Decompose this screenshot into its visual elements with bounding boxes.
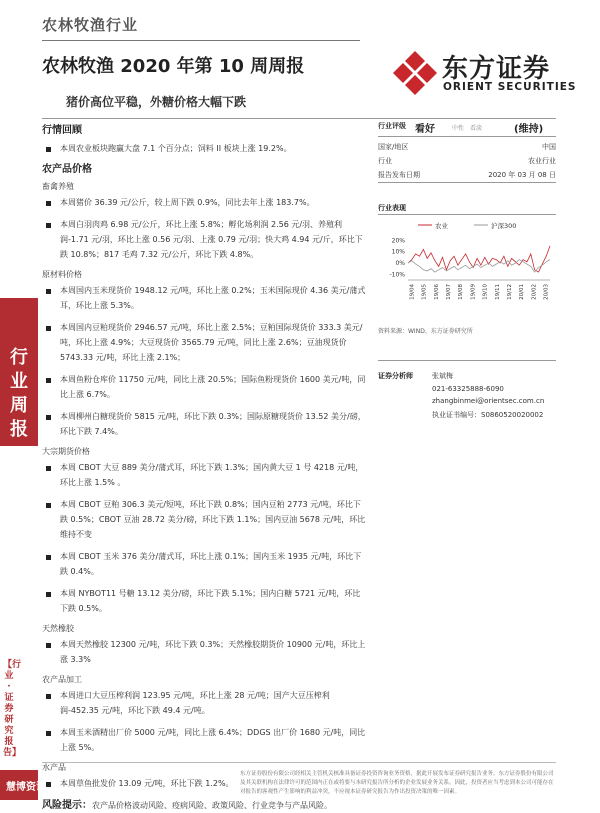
price-bullet [42, 283, 367, 313]
price-bullet-text: 本周 CBOT 大豆 889 美分/蒲式耳，环比下跌 1.3%；国内黄大豆 1 号 4218 元/吨，环比上涨 1.5% 。 [60, 463, 364, 487]
brand-name-en: ORIENT SECURITIES [443, 81, 577, 93]
analyst-label: 证券分析师 [378, 372, 413, 380]
legend-label: 农业 [435, 222, 448, 230]
price-bullet-text: 本周草鱼批发价 13.09 元/吨，环比下跌 1.2%。 [60, 779, 234, 788]
price-bullet [42, 372, 367, 402]
analyst-name: 张斌梅 [432, 372, 453, 380]
bullet-icon [46, 326, 51, 331]
info-key: 行业 [378, 157, 392, 165]
price-bullet-text: 本周国内豆粕现货价 2946.57 元/吨，环比上涨 2.5%；豆粕国际现货价 333.3 美元/吨，环比上涨 4.9%；大豆现货价 3565.79 元/吨，同比上涨 2.6%；豆油现货价 5743.33 元/吨，环比上涨 2.1%； [60, 323, 363, 362]
price-bullet-text: 本周柳州白糖现货价 5815 元/吨，环比下跌 0.3%；国际原糖现货价 13.52 美分/磅，环比下跌 7.4%。 [60, 412, 366, 436]
sidebar-label [0, 346, 38, 442]
bullet-icon [46, 466, 51, 471]
brand-name: 东方证券 [442, 54, 551, 84]
price-bullet [42, 217, 367, 262]
rating-option: 看淡 [470, 125, 483, 132]
x-tick-label: 19/09 [470, 284, 477, 300]
price-bullet [42, 460, 367, 490]
x-tick-label: 19/06 [433, 284, 440, 300]
y-tick-label: -10% [389, 271, 405, 279]
x-tick-label: 19/11 [494, 284, 501, 300]
analyst-email[interactable]: zhangbinmei@orientsec.com.cn [432, 397, 545, 405]
price-bullet [42, 549, 367, 579]
price-bullet [42, 195, 367, 210]
footer-rule [42, 762, 556, 763]
x-tick-label: 20/01 [519, 284, 526, 300]
report-title: 农林牧渔 2020 年第 10 周周报 [42, 56, 305, 77]
info-key: 国家/地区 [378, 143, 409, 151]
header-divider [42, 118, 556, 119]
x-tick-label: 19/05 [421, 284, 428, 300]
bullet-icon [46, 378, 51, 383]
brand-logo-icon [392, 50, 438, 96]
price-bullet [42, 320, 367, 365]
group-title: 大宗期货价格 [42, 447, 90, 456]
info-row [378, 156, 556, 166]
price-bullet-text: 本周玉米酒精出厂价 5000 元/吨，同比上涨 6.4%；DDGS 出厂价 1680 元/吨，同比上涨 5%。 [60, 728, 366, 752]
price-bullet [42, 409, 367, 439]
rating-options [452, 123, 488, 132]
rating-option: 中性 [452, 125, 465, 132]
group-title: 天然橡胶 [42, 624, 74, 633]
bullet-icon [46, 503, 51, 508]
x-tick-label: 20/03 [543, 284, 550, 300]
price-bullet-text: 本周国内玉米现货价 1948.12 元/吨，环比上涨 0.2%；玉米国际现价 4.36 美元/蒲式耳，环比上涨 5.3%。 [60, 286, 366, 310]
chart-source: 资料来源：WIND、东方证券研究所 [378, 328, 473, 335]
sidebar-bottom-label: 慧博资讯 [6, 782, 46, 793]
main-column [42, 124, 367, 813]
info-row [378, 142, 556, 152]
sector-title: 农林牧渔行业 [42, 16, 139, 34]
series-line [408, 246, 550, 272]
y-tick-label: 0% [395, 259, 405, 267]
rating-header: 行业评级 [378, 122, 406, 130]
x-tick-label: 19/04 [409, 284, 416, 300]
sidebar-char: 业 [10, 371, 28, 392]
x-tick-label: 19/12 [506, 284, 513, 300]
rating-rule [378, 136, 556, 137]
market-bullet-text: 本周农业板块跑赢大盘 7.1 个百分点；饲料 II 板块上涨 19.2%。 [60, 144, 292, 153]
x-tick-label: 20/02 [531, 284, 538, 300]
report-subtitle: 猪价高位平稳，外糖价格大幅下跌 [66, 95, 247, 109]
price-bullet-text: 本周猪价 36.39 元/公斤，较上周下跌 0.9%，同比去年上涨 183.7%。 [60, 198, 315, 207]
sidebar-char: 报 [10, 419, 28, 440]
sidebar-char: 周 [10, 395, 28, 416]
bullet-icon [46, 555, 51, 560]
chart-rule [378, 214, 556, 215]
group-title: 原材料价格 [42, 270, 82, 279]
bullet-icon [46, 223, 51, 228]
bullet-icon [46, 147, 51, 152]
group-title: 农产品加工 [42, 675, 82, 684]
info-value: 2020 年 03 月 08 日 [488, 171, 556, 179]
y-tick-label: 20% [391, 237, 405, 245]
bullet-icon [46, 415, 51, 420]
bullet-icon [46, 643, 51, 648]
group-title: 水产品 [42, 763, 66, 772]
source-rule [378, 360, 556, 361]
price-bullet [42, 725, 367, 755]
market-bullet [42, 141, 367, 156]
bullet-icon [46, 694, 51, 699]
risk-text: 农产品价格波动风险、疫病风险、政策风险、行业竞争与产品风险。 [92, 801, 332, 810]
rating-value: 看好 [415, 124, 435, 135]
price-bullet-text: 本周进口大豆压榨利润 123.95 元/吨，环比上涨 28 元/吨；国产大豆压榨利润-452.35 元/吨，环比下跌 49.4 元/吨。 [60, 691, 330, 715]
price-bullet [42, 497, 367, 542]
analyst-license: 执业证书编号：S0860520020002 [432, 411, 544, 419]
disclaimer: 东方证券股份有限公司经相关主管机关核准具备证券投资咨询业务资格，据此开展发布证券研究报告业务。东方证券股份有限公司及其关联机构在法律许可的范围内正在或将要与本研究报告所分析的企业发展业务关系。因此，投资者应当考虑到本公司可能存在对报告的客观性产生影响的利益冲突，不应视本证券研究报告为作出投资决策的唯一因素。 [240, 771, 554, 795]
performance-chart [378, 218, 556, 308]
analyst-phone: 021-63325888-6090 [432, 385, 504, 393]
info-value: 农业行业 [528, 157, 556, 165]
price-bullet-text: 本周白羽肉鸡 6.98 元/公斤，环比上涨 5.8%；孵化场利润 2.56 元/羽、养殖利润-1.71 元/羽，环比上涨 0.56 元/羽、上涨 0.79 元/羽；快大鸡 4.94 元/斤，环比下跌 10.8%；817 毛鸡 7.32 元/公斤，环比下跌 4.8%。 [60, 220, 363, 259]
y-tick-label: 10% [391, 248, 405, 256]
price-bullet-text: 本周 CBOT 玉米 376 美分/蒲式耳，环比上涨 0.1%；国内玉米 1935 元/吨，环比下跌 0.4%。 [60, 552, 362, 576]
price-groups [42, 181, 367, 791]
bullet-icon [46, 289, 51, 294]
price-bullet [42, 688, 367, 718]
chart-title: 行业表现 [378, 204, 406, 212]
market-review-title: 行情回顾 [42, 125, 82, 136]
bullet-icon [46, 782, 51, 787]
info-value: 中国 [542, 143, 556, 151]
x-tick-label: 19/08 [458, 284, 465, 300]
info-row [378, 170, 556, 180]
sidebar-vertical-text: 【行业·证券研究报告】 [3, 660, 22, 758]
x-tick-label: 19/10 [482, 284, 489, 300]
price-bullet [42, 586, 367, 616]
price-bullet-text: 本周鱼粉仓库价 11750 元/吨，同比上涨 20.5%；国际鱼粉现货价 1600 美元/吨，同比上涨 6.7%。 [60, 375, 366, 399]
price-section-title: 农产品价格 [42, 164, 92, 175]
price-bullet-text: 本周天然橡胶 12300 元/吨，环比下跌 0.3%；天然橡胶期货价 10900 元/吨，环比上涨 3.3% [60, 640, 366, 664]
price-bullet [42, 637, 367, 667]
x-tick-label: 19/07 [446, 284, 453, 300]
info-key: 报告发布日期 [378, 171, 420, 179]
bullet-icon [46, 731, 51, 736]
rating-maintain: (维持) [514, 124, 544, 135]
bullet-icon [46, 201, 51, 206]
risk-note [42, 798, 367, 813]
header-rule [42, 40, 360, 41]
bullet-icon [46, 592, 51, 597]
sidebar-char: 行 [10, 347, 28, 368]
info-rule [378, 182, 556, 183]
group-title: 畜禽养殖 [42, 182, 74, 191]
price-bullet-text: 本周 NYBOT11 号糖 13.12 美分/磅，环比下跌 5.1%；国内白糖 5721 元/吨，环比下跌 0.5%。 [60, 589, 361, 613]
price-bullet-text: 本周 CBOT 豆粕 306.3 美元/短吨，环比下跌 0.8%；国内豆粕 2773 元/吨，环比下跌 0.5%；CBOT 豆油 28.72 美分/磅，环比下跌 1.1%；国内豆油 5678 元/吨，环比维持不变 [60, 500, 366, 539]
risk-label: 风险提示： [42, 800, 92, 811]
legend-label: 沪深300 [491, 222, 517, 230]
